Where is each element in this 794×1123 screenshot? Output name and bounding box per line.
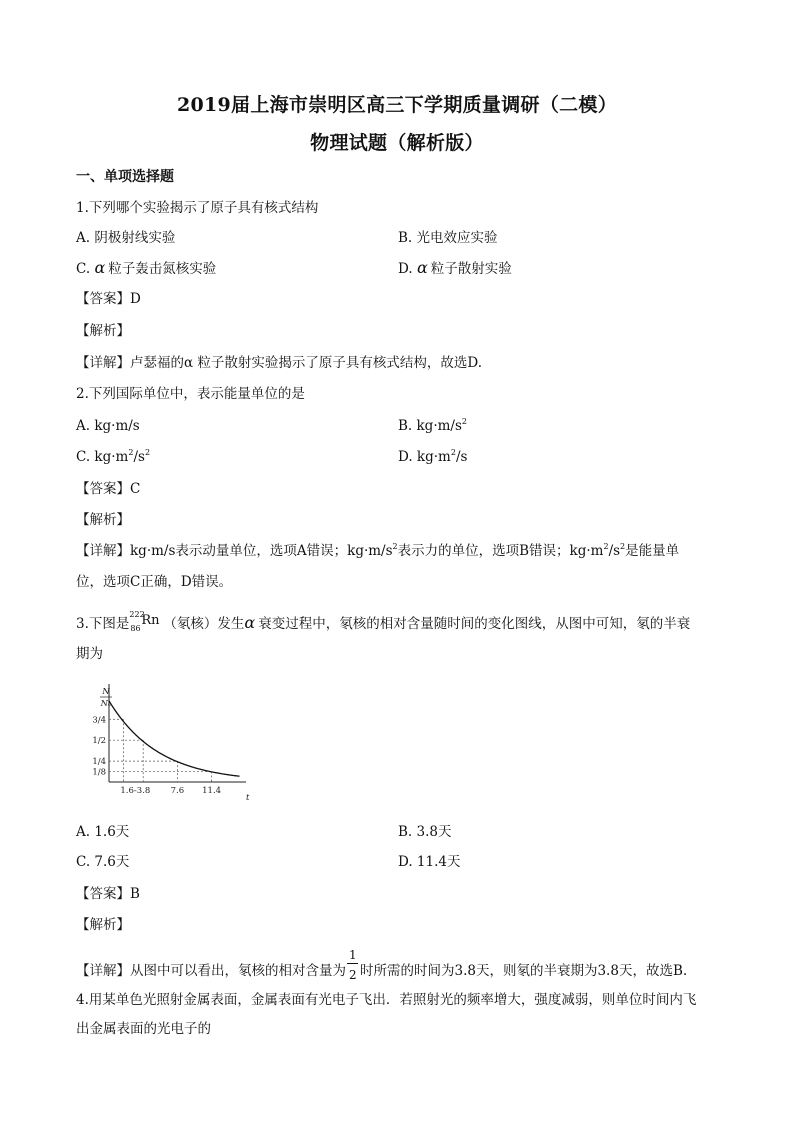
q2-detail-p1: 【详解】kg·m/s表示动量单位，选项A错误；kg·m/s	[76, 543, 393, 559]
q3-option-b: B. 3.8天	[398, 824, 452, 840]
q1-answer: 【答案】D	[76, 291, 141, 307]
y-tick-label: 1/2	[92, 736, 106, 747]
superscript: 2	[392, 542, 398, 551]
y-tick-label: 1/8	[92, 767, 106, 778]
q2-detail-p4: 是能量单	[625, 543, 680, 559]
q1-stem: 1.下列哪个实验揭示了原子具有核式结构	[76, 200, 319, 216]
superscript: 2	[461, 417, 467, 426]
decay-chart	[76, 682, 256, 807]
q2-detail-p3: /s	[608, 543, 621, 559]
q2-c-mid: /s	[133, 449, 145, 465]
fraction-bar	[347, 963, 358, 964]
q2-option-b	[398, 417, 467, 435]
q3-option-c: C. 7.6天	[76, 854, 130, 870]
y-tick-label: 1/4	[92, 757, 106, 768]
q3-answer: 【答案】B	[76, 886, 140, 902]
x-tick-label: 11.4	[202, 786, 222, 796]
numerator: 1	[349, 948, 357, 962]
q3-stem-p1: 3.下图是	[76, 616, 130, 632]
q2-d-text: D. kg·m	[398, 449, 451, 465]
radon-isotope	[129, 610, 163, 633]
q2-analysis: 【解析】	[76, 512, 130, 528]
q4-stem-line2: 出金属表面的光电子的	[76, 1021, 211, 1037]
element-symbol: Rn	[141, 613, 160, 628]
q3-stem-line2: 期为	[76, 646, 103, 662]
q1-option-b: B. 光电效应实验	[398, 230, 498, 246]
q2-detail	[76, 542, 679, 560]
q3-option-d: D. 11.4天	[398, 854, 461, 870]
q2-d-end: /s	[455, 449, 468, 465]
superscript: 2	[620, 542, 626, 551]
q1-detail: 【详解】卢瑟福的α 粒子散射实验揭示了原子具有核式结构，故选D.	[76, 355, 483, 371]
q1-c-prefix: C.	[76, 261, 95, 277]
alpha-symbol: α	[244, 613, 256, 632]
alpha-symbol: α	[416, 258, 428, 277]
chart-layer	[92, 684, 250, 803]
q3-detail-p1: 【详解】从图中可以看出，氡核的相对含量为	[76, 963, 346, 979]
y-tick-label: 3/4	[92, 715, 106, 726]
q3-stem	[76, 612, 690, 633]
q3-stem-p2: （氡核）发生	[163, 616, 245, 632]
q2-option-c	[76, 448, 150, 466]
superscript: 2	[128, 448, 134, 457]
q1-option-a: A. 阴极射线实验	[76, 230, 176, 246]
q2-stem: 2.下列国际单位中，表示能量单位的是	[76, 386, 305, 402]
decay-curve	[109, 701, 240, 776]
q1-analysis: 【解析】	[76, 323, 130, 339]
q2-option-a: A. kg·m/s	[76, 418, 140, 434]
superscript: 2	[144, 448, 151, 457]
q2-option-d	[398, 448, 467, 466]
x-tick-label: 1.6-3.8	[120, 786, 151, 796]
document-subtitle: 物理试题（解析版）	[310, 132, 484, 154]
q4-stem: 4.用某单色光照射金属表面，金属表面有光电子飞出．若照射光的频率增大，强度减弱，则单位时间内飞	[76, 992, 697, 1008]
q2-b-text: B. kg·m/s	[398, 418, 462, 434]
q1-option-c	[76, 259, 216, 278]
q3-detail-p2: 时所需的时间为3.8天，则氡的半衰期为3.8天，故选B.	[360, 963, 688, 979]
q1-d-text: 粒子散射实验	[430, 261, 512, 277]
denominator: 2	[349, 968, 357, 982]
y-axis-label-denominator: N₀	[100, 699, 112, 709]
q3-detail	[76, 948, 688, 982]
q2-answer: 【答案】C	[76, 481, 141, 497]
atomic-number: 86	[130, 624, 141, 633]
q1-d-prefix: D.	[398, 261, 417, 277]
q2-detail-p2: 表示力的单位，选项B错误；kg·m	[397, 543, 604, 559]
mass-number: 222	[129, 610, 145, 619]
superscript: 2	[603, 542, 609, 551]
q2-c-text: C. kg·m	[76, 449, 129, 465]
x-tick-label: 7.6	[170, 786, 185, 796]
alpha-symbol: α	[94, 258, 106, 277]
superscript: 2	[450, 448, 456, 457]
q3-stem-p3: 衰变过程中，氡核的相对含量随时间的变化图线，从图中可知，氡的半衰	[258, 616, 691, 632]
q3-option-a: A. 1.6天	[76, 824, 130, 840]
q2-detail-line2: 位，选项C正确，D错误。	[76, 574, 233, 590]
fraction-one-half	[346, 948, 360, 982]
q1-option-d	[398, 259, 512, 278]
section-heading: 一、单项选择题	[76, 169, 174, 185]
x-axis-label: t	[246, 793, 250, 803]
q1-c-text: 粒子轰击氮核实验	[108, 261, 217, 277]
y-axis-label-numerator: N	[102, 687, 110, 697]
q3-analysis: 【解析】	[76, 917, 130, 933]
document-title: 2019届上海市崇明区高三下学期质量调研（二模）	[176, 94, 618, 116]
